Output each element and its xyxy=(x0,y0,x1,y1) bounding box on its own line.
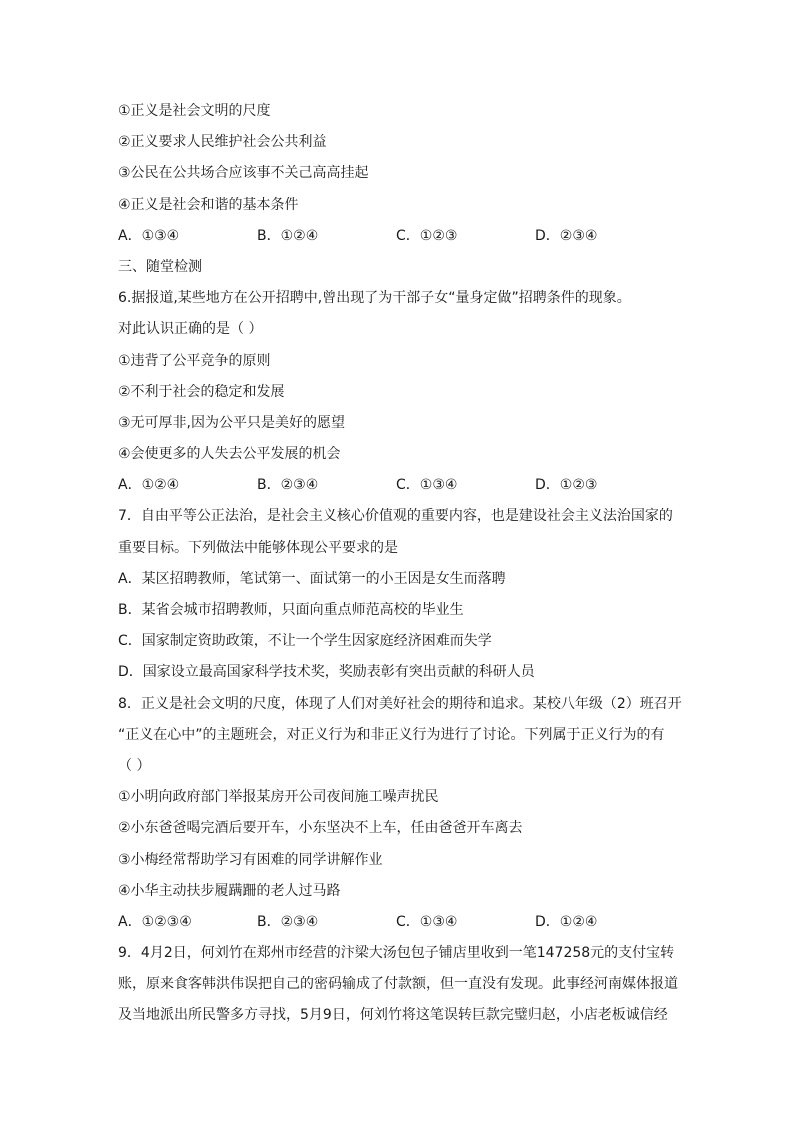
question-7 xyxy=(118,501,678,688)
question-6 xyxy=(118,283,678,501)
statement-item: ②不利于社会的稳定和发展 xyxy=(118,383,285,400)
question-stem: 重要目标。下列做法中能够体现公平要求的是 xyxy=(118,539,398,556)
intro-block xyxy=(118,96,678,252)
choice-c: C．国家制定资助政策，不让一个学生因家庭经济困难而失学 xyxy=(118,633,492,650)
statement-item: ②正义要求人民维护社会公共利益 xyxy=(118,134,327,151)
statement-item: ③公民在公共场合应该事不关己高高挂起 xyxy=(118,165,369,182)
statement-item: ②小东爸爸喝完酒后要开车，小东坚决不上车，任由爸爸开车离去 xyxy=(118,820,523,837)
option-d: D．①②③ xyxy=(535,477,598,494)
question-stem: “正义在心中”的主题班会，对正义行为和非正义行为进行了讨论。下列属于正义行为的有 xyxy=(118,726,665,743)
question-stem: 对此认识正确的是（ ） xyxy=(118,321,263,338)
answer-options xyxy=(118,907,678,938)
question-9 xyxy=(118,938,678,1032)
question-stem: 9．4月2日，何刘竹在郑州市经营的汴梁大汤包包子铺店里收到一笔147258元的支付宝转 xyxy=(118,945,675,962)
question-stem: 及当地派出所民警多方寻找，5月9日，何刘竹将这笔误转巨款完璧归赵，小店老板诚信经 xyxy=(118,1007,668,1024)
choice-a: A．某区招聘教师，笔试第一、面试第一的小王因是女生而落聘 xyxy=(118,570,506,587)
answer-options xyxy=(118,470,678,501)
statement-item: ③无可厚非,因为公平只是美好的愿望 xyxy=(118,414,346,431)
statement-item: ④会使更多的人失去公平发展的机会 xyxy=(118,446,341,463)
statement-item: ③小梅经常帮助学习有困难的同学讲解作业 xyxy=(118,851,383,868)
question-stem: 账，原来食客韩洪伟误把自己的密码输成了付款额，但一直没有发现。此事经河南媒体报道 xyxy=(118,976,678,993)
choice-d: D．国家设立最高国家科学技术奖，奖励表彰有突出贡献的科研人员 xyxy=(118,664,535,681)
option-b: B．①②④ xyxy=(257,227,319,244)
statement-item: ④正义是社会和谐的基本条件 xyxy=(118,196,299,213)
option-c: C．①③④ xyxy=(396,913,458,930)
choice-b: B．某省会城市招聘教师，只面向重点师范高校的毕业生 xyxy=(118,602,464,618)
option-c: C．①②③ xyxy=(396,227,458,244)
question-stem: 8．正义是社会文明的尺度，体现了人们对美好社会的期待和追求。某校八年级（2）班召开 xyxy=(118,695,682,712)
statement-item: ①小明向政府部门举报某房开公司夜间施工噪声扰民 xyxy=(118,789,439,806)
option-d: D．②③④ xyxy=(535,227,598,244)
option-b: B．②③④ xyxy=(257,913,319,930)
option-d: D．①②④ xyxy=(535,913,598,930)
section-heading: 三、随堂检测 xyxy=(118,258,202,275)
option-a: A．①③④ xyxy=(118,227,180,244)
question-stem: 6.据报道,某些地方在公开招聘中,曾出现了为干部子女“量身定做”招聘条件的现象。 xyxy=(118,290,631,307)
answer-options xyxy=(118,221,678,252)
option-c: C．①③④ xyxy=(396,477,458,494)
option-b: B．②③④ xyxy=(257,477,319,494)
question-stem: 7．自由平等公正法治，是社会主义核心价值观的重要内容，也是建设社会主义法治国家的 xyxy=(118,508,673,525)
statement-item: ①违背了公平竞争的原则 xyxy=(118,352,271,369)
option-a: A．①②④ xyxy=(118,477,180,494)
question-8 xyxy=(118,689,682,939)
statement-item: ④小华主动扶步履蹒跚的老人过马路 xyxy=(118,882,341,899)
document-page xyxy=(118,96,682,1032)
option-a: A．①②③④ xyxy=(118,913,192,930)
question-stem: （ ） xyxy=(118,757,151,774)
statement-item: ①正义是社会文明的尺度 xyxy=(118,103,271,119)
